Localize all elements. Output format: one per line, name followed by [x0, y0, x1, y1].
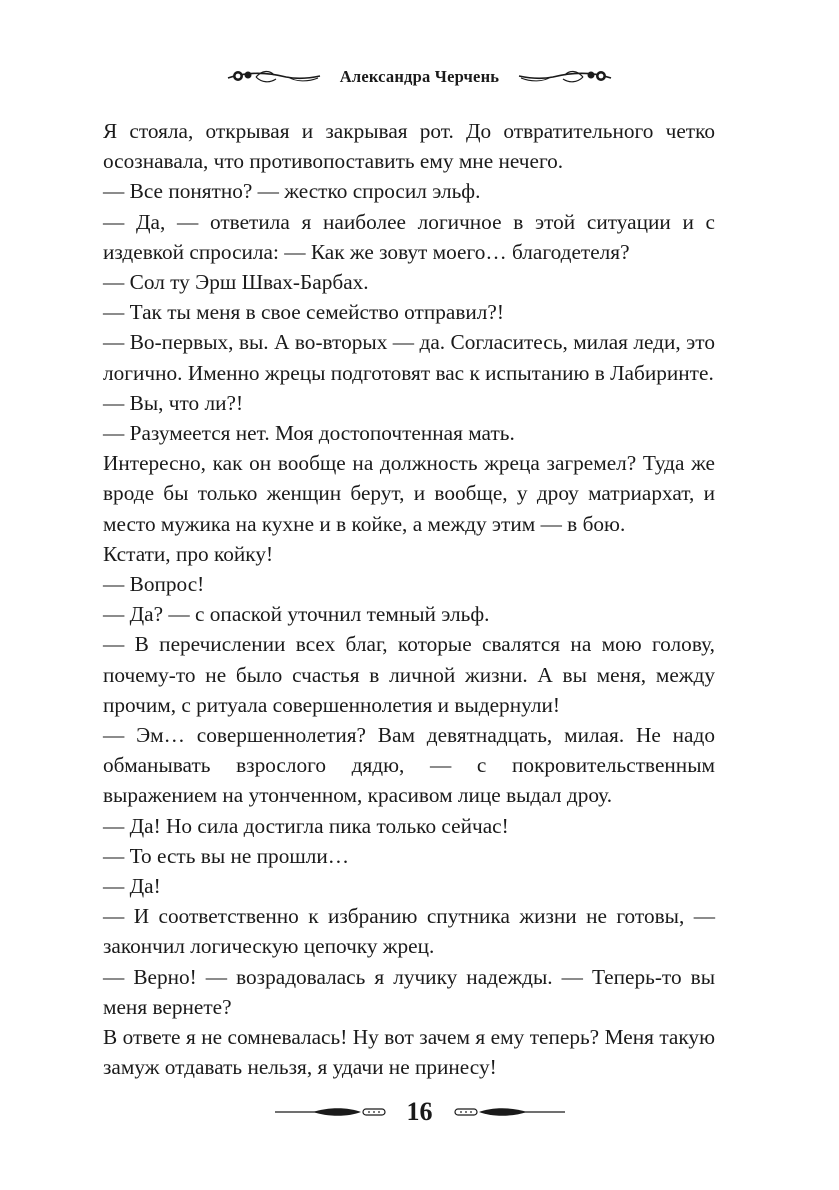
author-name: Александра Черчень: [339, 67, 500, 86]
paragraph: — Сол ту Эрш Швах-Барбах.: [103, 270, 369, 295]
paragraph: — Разумеется нет. Моя достопочтенная мать.: [103, 421, 515, 446]
paragraph: Интересно, как он вообще на должность жреца загремел? Туда же вроде бы только женщин берут, и вообще, у дроу матриархат, и место мужика на кухне и в койке, а между этим — в бою.: [103, 451, 715, 536]
paragraph: — Все понятно? — жестко спросил эльф.: [103, 179, 481, 204]
paragraph: В ответе я не сомневалась! Ну вот зачем я ему теперь? Меня такую замуж отдавать нельзя, я удачи не принесу!: [103, 1025, 715, 1080]
paragraph: — И соответственно к избранию спутника жизни не готовы, — закончил логическую цепочку жрец.: [103, 904, 715, 959]
paragraph: — Верно! — возрадовалась я лучику надежды. — Теперь-то вы меня вернете?: [103, 964, 715, 1019]
paragraph: — То есть вы не прошли…: [103, 843, 350, 868]
page-footer: [0, 1092, 839, 1132]
scroll-flourish-icon: [273, 1104, 391, 1120]
paragraph: — Да, — ответила я наиболее логичное в этой ситуации и с издевкой спросила: — Как же зовут моего… благодетеля?: [103, 209, 715, 264]
paragraph: — Да? — с опаской уточнил темный эльф.: [103, 602, 490, 627]
paragraph: — В перечислении всех благ, которые свалятся на мою голову, почему-то не было счастья в личной жизни. А вы меня, между прочим, с ритуала совершеннолетия и выдернули!: [103, 632, 715, 717]
paragraph: — Во-первых, вы. А во-вторых — да. Согласитесь, милая леди, это логично. Именно жрецы подготовят вас к испытанию в Лабиринте.: [103, 330, 715, 385]
paragraph: — Так ты меня в свое семейство отправил?!: [103, 300, 504, 325]
page-number: 16: [406, 1097, 433, 1126]
scroll-flourish-icon: [449, 1104, 567, 1120]
running-header: [0, 62, 839, 92]
paragraph: Я стояла, открывая и закрывая рот. До отвратительного четко осознавала, что противопоставить ему мне нечего.: [103, 119, 715, 174]
paragraph: — Да! Но сила достигла пика только сейчас!: [103, 813, 509, 838]
rose-flourish-icon: [517, 66, 613, 88]
paragraph: — Вопрос!: [103, 572, 205, 597]
paragraph: — Вы, что ли?!: [103, 390, 244, 415]
rose-flourish-icon: [226, 66, 322, 88]
paragraph: Кстати, про койку!: [103, 541, 274, 566]
paragraph: — Да!: [103, 874, 161, 899]
page-body: [103, 116, 715, 1083]
paragraph: — Эм… совершеннолетия? Вам девятнадцать, милая. Не надо обманывать взрослого дядю, — с покровительственным выражением на утонченном, красивом лице выдал дроу.: [103, 723, 715, 808]
